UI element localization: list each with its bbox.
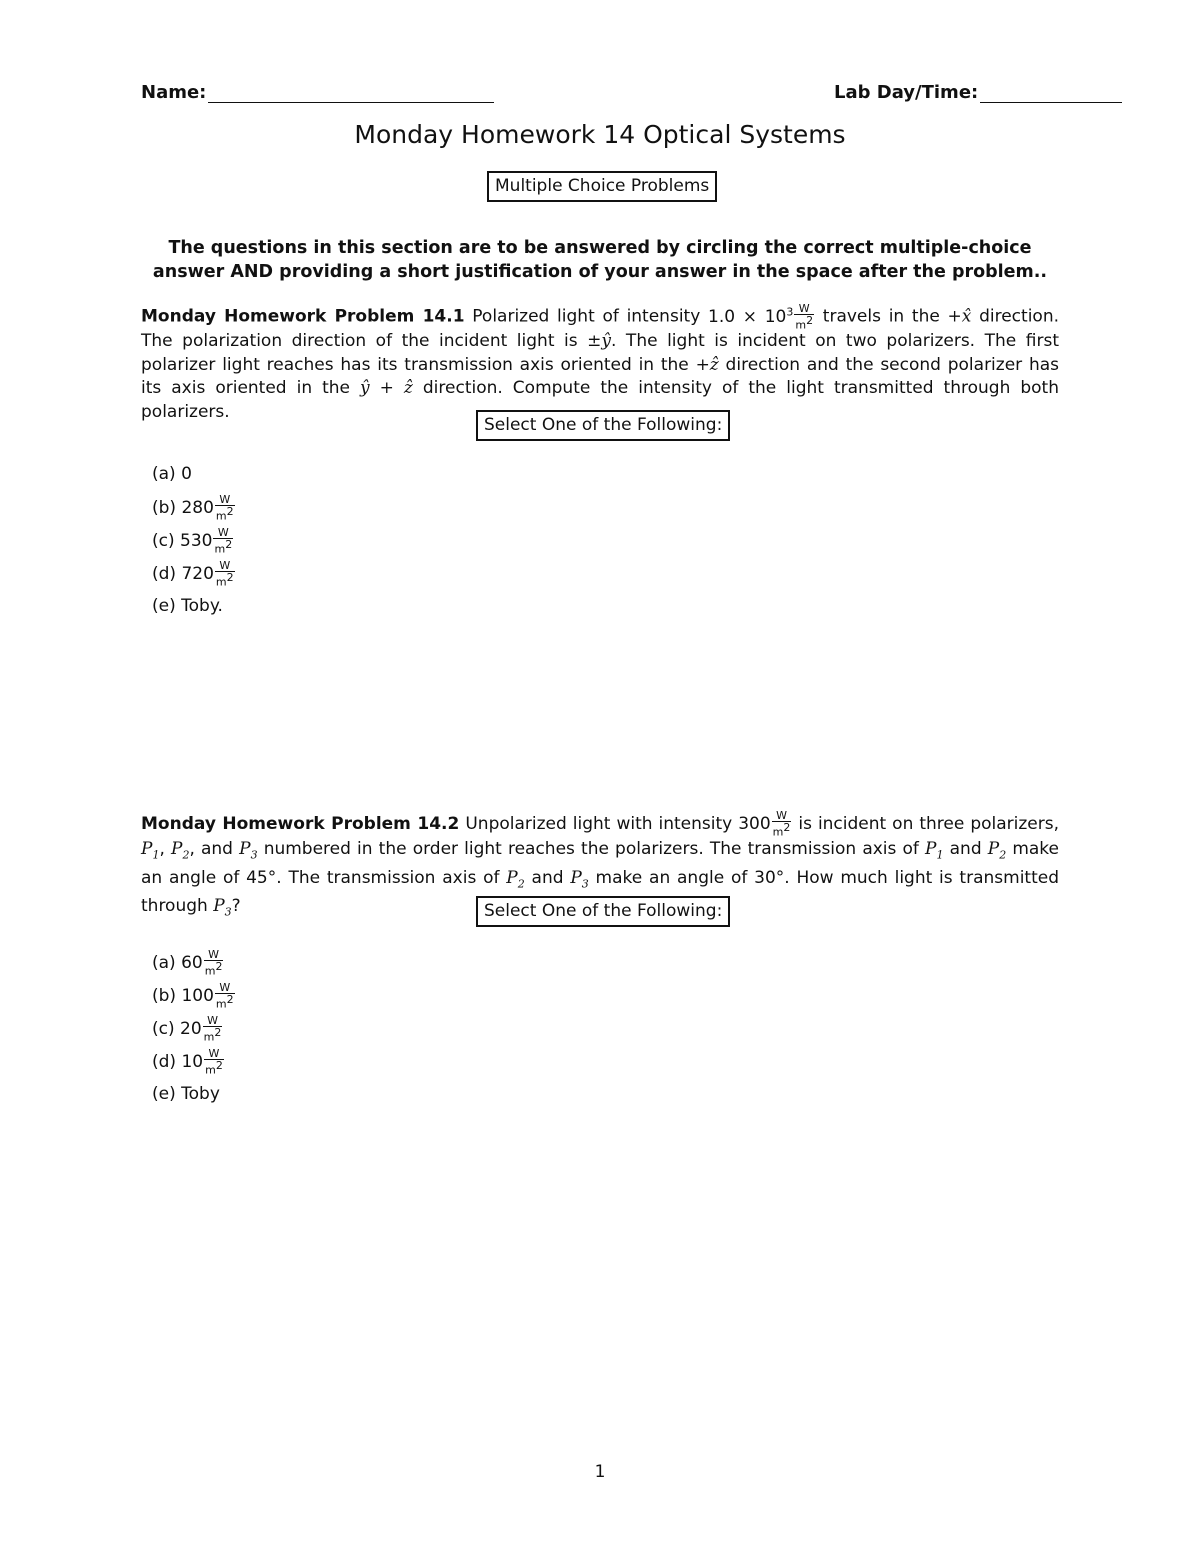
polarizer-p2: $P_2$ xyxy=(171,838,190,862)
direction-vector: +x̂ xyxy=(947,306,972,327)
direction-vector: +ẑ xyxy=(695,354,719,375)
problem-14-1 xyxy=(141,300,1059,424)
section-heading-box: Multiple Choice Problems xyxy=(487,171,717,202)
instructions-text: The questions in this section are to be answered by circling the correct multiple-choice answer AND providing a short justification of your answer in the space after the problem.. xyxy=(152,238,1048,282)
polarizer-p3: $P_3$ xyxy=(239,838,258,862)
choice-b[interactable]: (b) 100 $\frac{W}{m^2}$ xyxy=(152,981,234,1011)
polarizer-p3: $P_3$ xyxy=(213,896,232,919)
name-label: Name: xyxy=(141,82,207,103)
problem-text: make an angle of 45°. The transmission axis of xyxy=(141,838,1060,888)
problem-text: numbered in the order light reaches the polarizers. The transmission axis of xyxy=(257,838,926,859)
problem-text: direction and the second polarizer has its axis oriented in the xyxy=(141,354,1059,399)
lab-day-time-blank-line[interactable] xyxy=(980,82,1122,103)
choice-b[interactable]: (b) 280 $\frac{W}{m^2}$ xyxy=(152,493,234,523)
problem-title: Monday Homework Problem 14.1 xyxy=(141,306,465,327)
choice-e[interactable]: (e) Toby xyxy=(152,1084,220,1104)
page-title: Monday Homework 14 Optical Systems xyxy=(354,120,846,149)
direction-vector: ŷ + ẑ xyxy=(360,378,413,399)
choice-c[interactable]: (c) 20 $\frac{W}{m^2}$ xyxy=(152,1014,222,1044)
choice-e[interactable]: (e) Toby. xyxy=(152,596,223,616)
polarization-vector: ±ŷ xyxy=(587,331,611,352)
problem-title: Monday Homework Problem 14.2 xyxy=(141,813,460,834)
name-field xyxy=(141,82,494,103)
page-number: 1 xyxy=(594,1462,606,1482)
problem-text: make an angle of 30°. How much light is transmitted through xyxy=(141,867,1060,917)
intensity-value: $1.0 \times 10^3$ xyxy=(708,305,794,327)
problem-text: is incident on three polarizers, xyxy=(792,813,1059,834)
choice-d[interactable]: (d) 10 $\frac{W}{m^2}$ xyxy=(152,1047,223,1077)
problem-text: Unpolarized light with intensity 300 xyxy=(459,813,771,834)
choice-a[interactable]: (a) 60 $\frac{W}{m^2}$ xyxy=(152,948,223,978)
select-one-box: Select One of the Following: xyxy=(476,410,730,441)
choice-c[interactable]: (c) 530 $\frac{W}{m^2}$ xyxy=(152,526,233,556)
unit-fraction: $\frac{W}{m^2}$ xyxy=(772,809,791,839)
choice-a[interactable]: (a) 0 xyxy=(152,464,192,484)
polarizer-p1: $P_1$ xyxy=(141,838,160,862)
polarizer-p1: $P_1$ xyxy=(925,838,944,862)
problem-14-2: Monday Homework Problem 14.2 Unpolarized light with intensity 300 $\frac{W}{m^2}$ is incident on three polarizers, $P_1$, $P_2$, and $P_3$ numbered in the order light reaches the polarizers. The transmission axis of $P_1$ and $P_2$ make an angle of 45°. The transmission axis of $P_2$ and $P_3$ make an angle of 30°. How much light is transmitted through $P_3$? xyxy=(141,809,1060,919)
problem-text: . The light is incident on two polarizers. The first polarizer light reaches has its transmission axis oriented in the xyxy=(141,331,1059,375)
polarizer-p2: $P_2$ xyxy=(987,838,1007,862)
name-blank-line[interactable] xyxy=(208,82,494,103)
unit-fraction: $\frac{W}{m^2}$ xyxy=(795,301,814,332)
lab-day-time-label: Lab Day/Time: xyxy=(834,82,979,103)
choice-list xyxy=(152,461,236,626)
problem-text: travels in the xyxy=(815,306,948,327)
polarizer-p3: $P_3$ xyxy=(570,867,589,890)
polarizer-p2: $P_2$ xyxy=(506,867,525,890)
lab-day-time-field xyxy=(834,82,1122,103)
choice-list xyxy=(152,949,236,1114)
problem-text: Polarized light of intensity xyxy=(464,306,708,327)
problem-text: direction. The polarization direction of the incident light is xyxy=(141,306,1059,352)
problem-text: direction. Compute the intensity of the light transmitted through both polarizers. xyxy=(141,378,1059,422)
choice-d[interactable]: (d) 720 $\frac{W}{m^2}$ xyxy=(152,559,234,589)
select-one-box: Select One of the Following: xyxy=(476,896,730,927)
